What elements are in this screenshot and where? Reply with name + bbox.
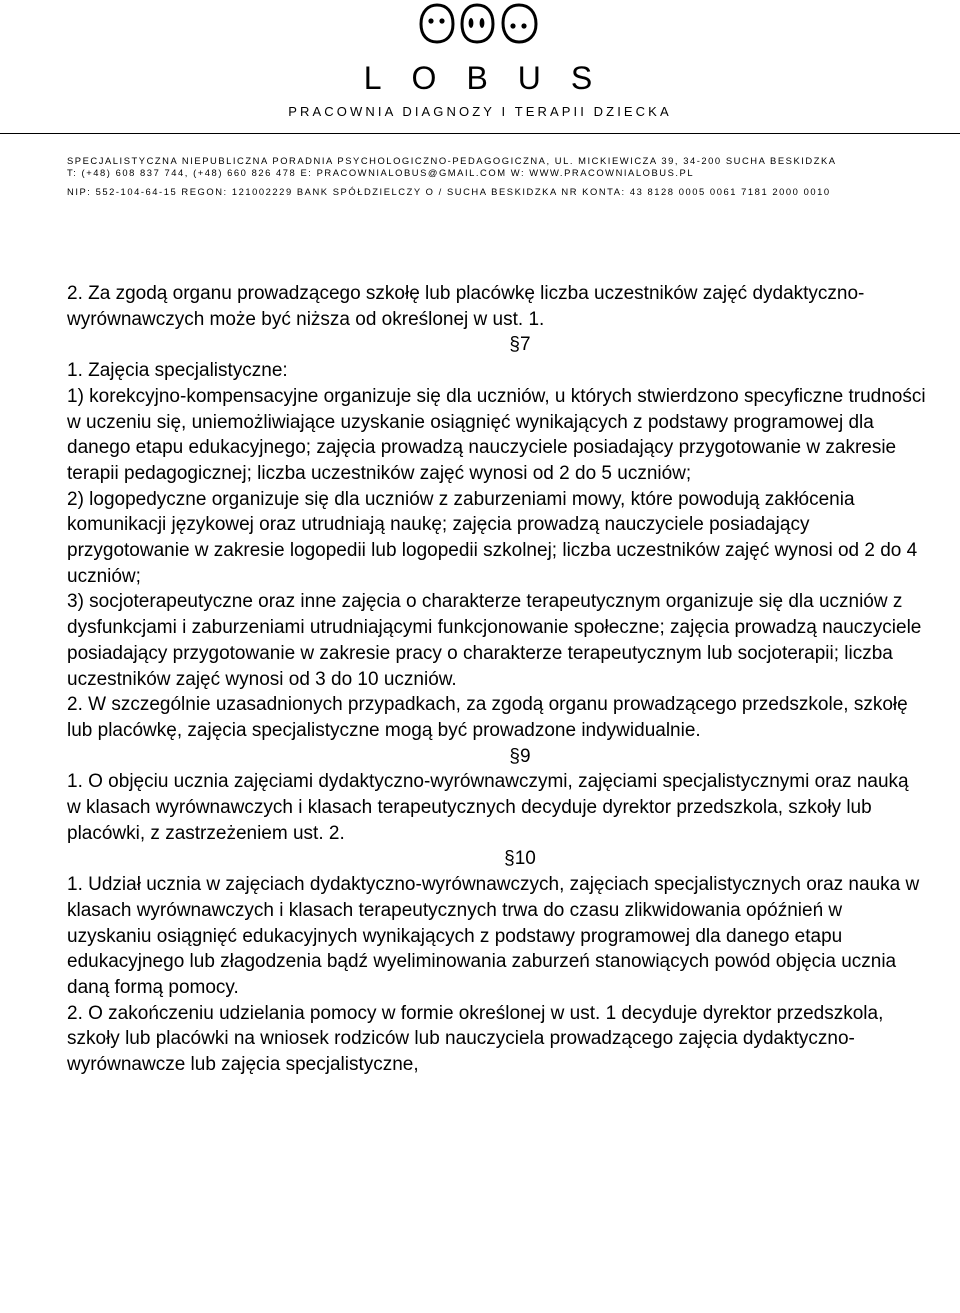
document-body [67,281,927,1078]
section-heading-10: §10 [504,848,536,870]
paragraph-9-1: 1. O objęciu ucznia zajęciami dydaktyczno-wyrównawczymi, zajęciami specjalistycznymi oraz nauką w klasach wyrównawczych i klasach terapeutycznych decyduje dyrektor przedszkola, szkoły lub placówki, z zastrzeżeniem ust. 2. [67,771,909,844]
header-contact-line: T: (+48) 608 837 744, (+48) 660 826 478 E: PRACOWNIALOBUS@GMAIL.COM W: WWW.PRACOWNIALOBUS.PL [67,167,695,178]
paragraph-7-1: 1. Zajęcia specjalistyczne: [67,360,288,382]
section-heading-7: §7 [509,334,531,356]
paragraph-7-1-3: 3) socjoterapeutyczne oraz inne zajęcia o charakterze terapeutycznym organizuje się dla uczniów z dysfunkcjami i zaburzeniami utrudniającymi funkcjonowanie społeczne; zajęcia prowadzą nauczyciele posiadający przygotowanie w zakresie pracy o charakterze terapeutycznym lub socjoterapii; liczba uczestników zajęć wynosi od 3 do 10 uczniów. [67,591,922,690]
three-faces-logo-icon [415,2,545,46]
header-divider [0,133,960,134]
paragraph-10-2: 2. O zakończeniu udzielania pomocy w formie określonej w ust. 1 decyduje dyrektor przedszkola, szkoły lub placówki na wniosek rodziców lub nauczyciela prowadzącego zajęcia dydaktyczno-wyrównawcze lub zajęcia specjalistyczne, [67,1002,884,1076]
letterhead [0,0,960,210]
paragraph-7-2: 2. W szczególnie uzasadnionych przypadkach, za zgodą organu prowadzącego przedszkole, szkołę lub placówkę, zajęcia specjalistyczne mogą być prowadzone indywidualnie. [67,694,908,741]
brand-subtitle: PRACOWNIA DIAGNOZY I TERAPII DZIECKA [288,104,672,119]
paragraph-7-1-1: 1) korekcyjno-kompensacyjne organizuje się dla uczniów, u których stwierdzono specyficzne trudności w uczeniu się, uniemożliwiające uzyskanie osiągnięć wynikających z podstawy programowej dla danego etapu edukacyjnego; zajęcia prowadzą nauczyciele posiadający przygotowanie w zakresie terapii pedagogicznej; liczba uczestników zajęć wynosi od 2 do 5 uczniów; [67,385,926,484]
paragraph-10-1: 1. Udział ucznia w zajęciach dydaktyczno-wyrównawczych, zajęciach specjalistycznych oraz nauka w klasach wyrównawczych i klasach terapeutycznych trwa do czasu zlikwidowania opóźnień w uzyskaniu osiągnięć edukacyjnych wynikających z podstawy programowej dla danego etapu edukacyjnego lub złagodzenia bądź wyeliminowania zaburzeń stanowiących powód objęcia ucznia daną formą pomocy. [67,874,920,998]
header-bank-line: NIP: 552-104-64-15 REGON: 121002229 BANK SPÓŁDZIELCZY O / SUCHA BESKIDZKA NR KONTA: 43 8128 0005 0061 7181 2000 0010 [67,186,831,197]
paragraph-intro: 2. Za zgodą organu prowadzącego szkołę lub placówkę liczba uczestników zajęć dydaktyczno-wyrównawczych może być niższa od określonej w ust. 1. [67,283,865,330]
paragraph-7-1-2: 2) logopedyczne organizuje się dla uczniów z zaburzeniami mowy, które powodują zakłócenia komunikacji językowej oraz utrudniają naukę; zajęcia prowadzą nauczyciele posiadający przygotowanie w zakresie logopedii lub logopedii szkolnej; liczba uczestników zajęć wynosi od 2 do 4 uczniów; [67,488,918,587]
header-address-line: SPECJALISTYCZNA NIEPUBLICZNA PORADNIA PSYCHOLOGICZNO-PEDAGOGICZNA, UL. MICKIEWICZA 39, 34-200 SUCHA BESKIDZKA [67,155,837,166]
brand-name: LOBUS [363,60,623,96]
section-heading-9: §9 [509,745,531,767]
